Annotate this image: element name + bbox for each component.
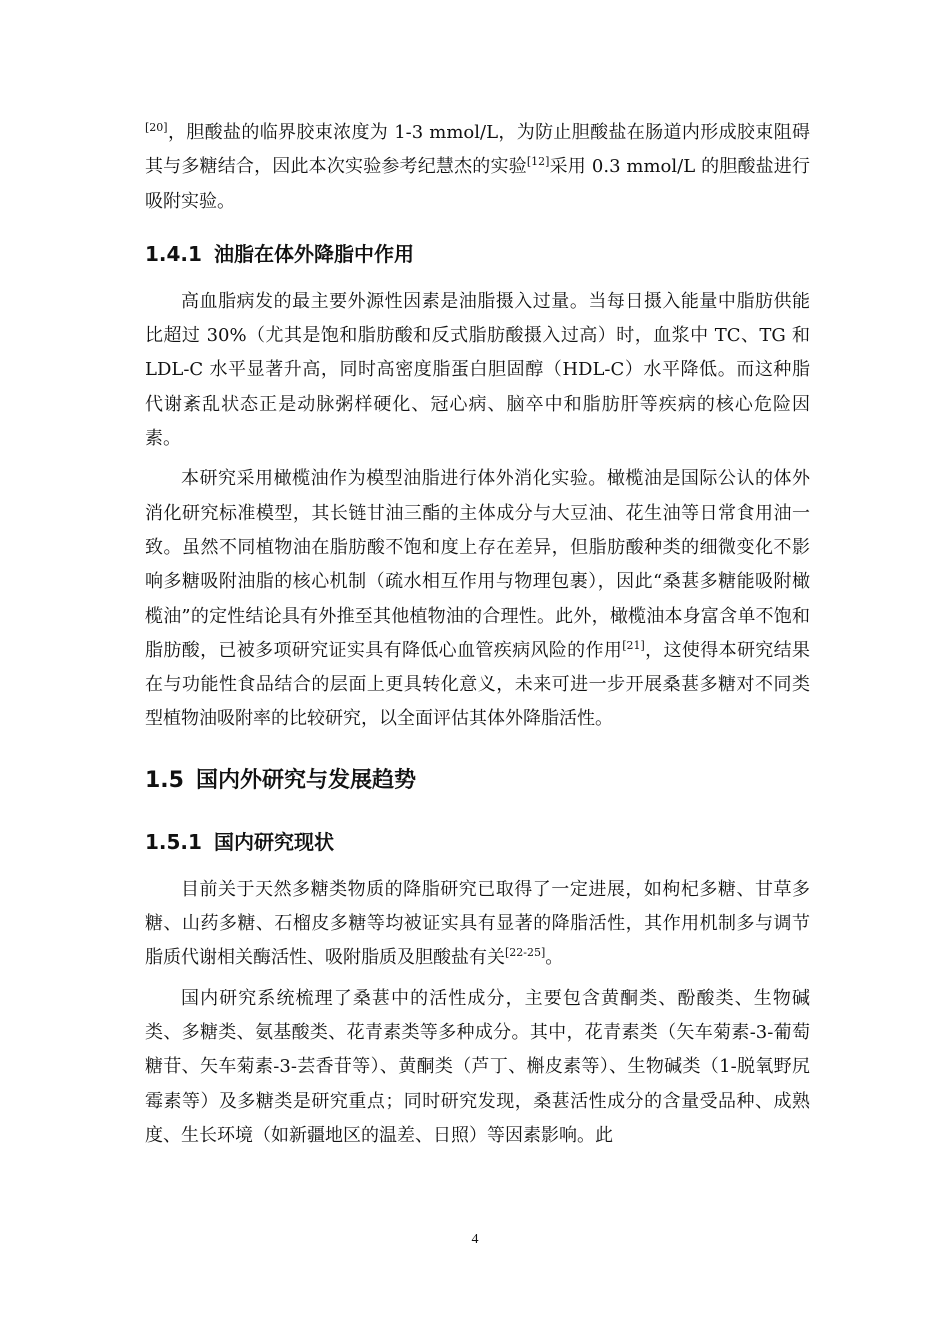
paragraph-text: 本研究采用橄榄油作为模型油脂进行体外消化实验。橄榄油是国际公认的体外消化研究标准模型，其长链甘油三酯的主体成分与大豆油、花生油等日常食用油一致。虽然不同植物油在脂肪酸不饱和度上存在差异，但脂肪酸种类的细微变化不影响多糖吸附油脂的核心机制（疏水相互作用与物理包裹），因此“桑葚多糖能吸附橄榄油”的定性结论具有外推至其他植物油的合理性。此外，橄榄油本身富含单不饱和脂肪酸，已被多项研究证实具有降低心血管疾病风险的作用	[145, 468, 810, 661]
paragraph-text: 目前关于天然多糖类物质的降脂研究已取得了一定进展，如枸杞多糖、甘草多糖、山药多糖、石榴皮多糖等均被证实具有显著的降脂活性，其作用机制多与调节脂质代谢相关酶活性、吸附脂质及胆酸盐有关	[145, 878, 810, 969]
page-content	[145, 116, 810, 1153]
paragraph-text: 采用 0.3 mmol/L 的胆酸盐进行吸附实验。	[145, 156, 810, 212]
section-title: 国内外研究与发展趋势	[195, 767, 416, 793]
section-heading-1-4-1	[145, 241, 810, 267]
citation-ref: [21]	[622, 638, 645, 652]
section-heading-1-5-1	[145, 829, 810, 855]
citation-ref: [12]	[526, 155, 550, 169]
section-heading-1-5	[145, 767, 810, 795]
paragraph-olive-oil	[145, 462, 810, 736]
paragraph-mulberry-components: 国内研究系统梳理了桑葚中的活性成分，主要包含黄酮类、酚酸类、生物碱类、多糖类、氨基酸类、花青素类等多种成分。其中，花青素类（矢车菊素-3-葡萄糖苷、矢车菊素-3-芸香苷等）、黄酮类（芦丁、槲皮素等）、生物碱类（1-脱氧野尻霉素等）及多糖类是研究重点；同时研究发现，桑葚活性成分的含量受品种、成熟度、生长环境（如新疆地区的温差、日照）等因素影响。此	[145, 987, 810, 1146]
section-number: 1.4.1	[145, 241, 202, 266]
section-number: 1.5	[145, 767, 184, 793]
page-number: 4	[471, 1232, 479, 1247]
citation-ref: [22-25]	[505, 946, 546, 960]
paragraph-polysaccharide-research	[145, 873, 810, 976]
paragraph-bile-salt	[145, 116, 810, 219]
paragraph-text: ，这使得本研究结果在与功能性食品结合的层面上更具转化意义，未来可进一步开展桑葚多糖对不同类型植物油吸附率的比较研究，以全面评估其体外降脂活性。	[145, 639, 811, 730]
paragraph-text: 。	[545, 947, 564, 969]
citation-ref: [20]	[145, 121, 168, 134]
paragraph-hyperlipidemia: 高血脂病发的最主要外源性因素是油脂摄入过量。当每日摄入能量中脂肪供能比超过 30%（尤其是饱和脂肪酸和反式脂肪酸摄入过高）时，血浆中 TC、TG 和 LDL-C 水平显著升高，同时高密度脂蛋白胆固醇（HDL-C）水平降低。而这种脂代谢紊乱状态正是动脉粥样硬化、冠心病、脑卒中和脂肪肝等疾病的核心危险因素。	[145, 290, 810, 450]
section-number: 1.5.1	[145, 829, 202, 854]
section-title: 国内研究现状	[213, 829, 334, 854]
paragraph-text: ，胆酸盐的临界胶束浓度为 1-3 mmol/L，为防止胆酸盐在肠道内形成胶束阻碍其与多糖结合，因此本次实验参考纪慧杰的实验	[145, 122, 810, 178]
section-title: 油脂在体外降脂中作用	[213, 241, 414, 266]
